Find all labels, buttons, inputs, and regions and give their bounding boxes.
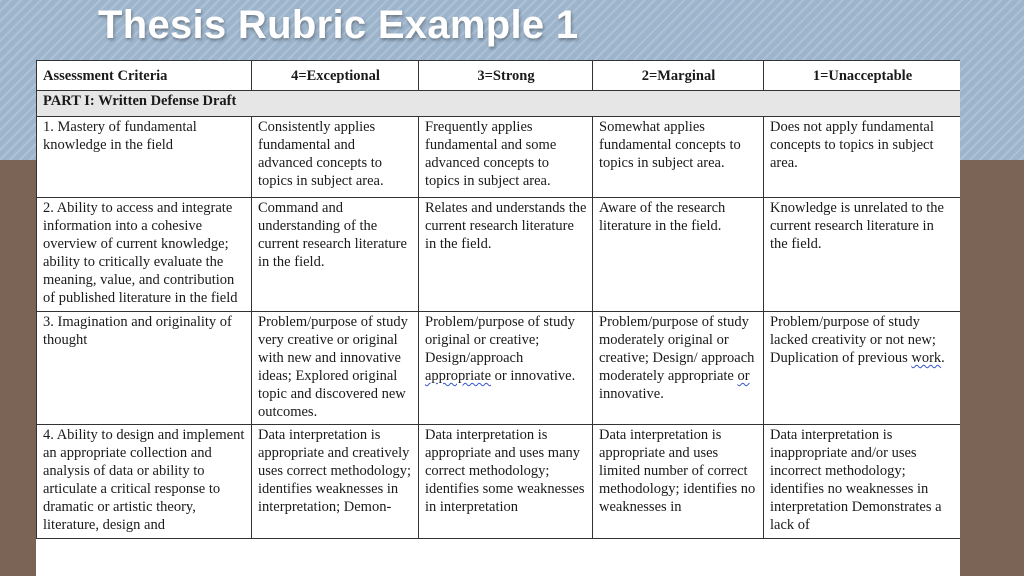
strong-cell [419,312,593,425]
header-assessment-criteria: Assessment Criteria [37,61,252,91]
spellcheck-word: work [911,350,942,366]
slide-title: Thesis Rubric Example 1 [98,3,579,47]
unacceptable-cell: Does not apply fundamental concepts to topics in subject area. [764,117,961,198]
cell-text: . [941,350,945,366]
cell-text: innovative. [599,386,664,402]
header-exceptional: 4=Exceptional [252,61,419,91]
strong-cell: Relates and understands the current research literature in the field. [419,198,593,312]
marginal-cell: Data interpretation is appropriate and uses limited number of correct methodology; identifies no weaknesses in [593,425,764,539]
cell-text: or innovative. [491,368,576,384]
exceptional-cell: Command and understanding of the current research literature in the field. [252,198,419,312]
rubric-document [36,60,960,576]
exceptional-cell: Data interpretation is appropriate and creatively uses correct methodology; identifies weaknesses in interpretation; Demon- [252,425,419,539]
marginal-cell: Somewhat applies fundamental concepts to topics in subject area. [593,117,764,198]
criteria-cell: 4. Ability to design and implement an appropriate collection and analysis of data or ability to articulate a critical response to dramatic or artistic theory, literature, design and [37,425,252,539]
unacceptable-cell: Knowledge is unrelated to the current research literature in the field. [764,198,961,312]
header-row [37,61,961,91]
marginal-cell [593,312,764,425]
rubric-table [36,60,960,539]
spellcheck-word: appropriate [425,368,492,384]
strong-cell: Frequently applies fundamental and some advanced concepts to topics in subject area. [419,117,593,198]
cell-text: Problem/purpose of study original or creative; Design/approach [425,314,575,366]
header-strong: 3=Strong [419,61,593,91]
header-unacceptable: 1=Unacceptable [764,61,961,91]
table-row [37,312,961,425]
cell-text: Problem/purpose of study moderately original or creative; Design/ approach moderately appropriate [599,314,755,384]
criteria-cell: 3. Imagination and originality of thought [37,312,252,425]
section-title: PART I: Written Defense Draft [37,91,961,117]
exceptional-cell: Consistently applies fundamental and advanced concepts to topics in subject area. [252,117,419,198]
cell-text: Problem/purpose of study lacked creativity or not new; Duplication of previous [770,314,936,366]
unacceptable-cell: Data interpretation is inappropriate and/or uses incorrect methodology; identifies no weaknesses in interpretation Demonstrates a lack of [764,425,961,539]
table-row [37,425,961,539]
header-marginal: 2=Marginal [593,61,764,91]
strong-cell: Data interpretation is appropriate and uses many correct methodology; identifies some weaknesses in interpretation [419,425,593,539]
exceptional-cell: Problem/purpose of study very creative or original with new and innovative ideas; Explored original topic and discovered new outcomes. [252,312,419,425]
unacceptable-cell [764,312,961,425]
section-row [37,91,961,117]
marginal-cell: Aware of the research literature in the field. [593,198,764,312]
criteria-cell: 2. Ability to access and integrate information into a cohesive overview of current knowledge; ability to critically evaluate the meaning, value, and contribution of published literature in the field [37,198,252,312]
criteria-cell: 1. Mastery of fundamental knowledge in the field [37,117,252,198]
spellcheck-word: or [737,368,750,384]
table-row [37,198,961,312]
table-row [37,117,961,198]
